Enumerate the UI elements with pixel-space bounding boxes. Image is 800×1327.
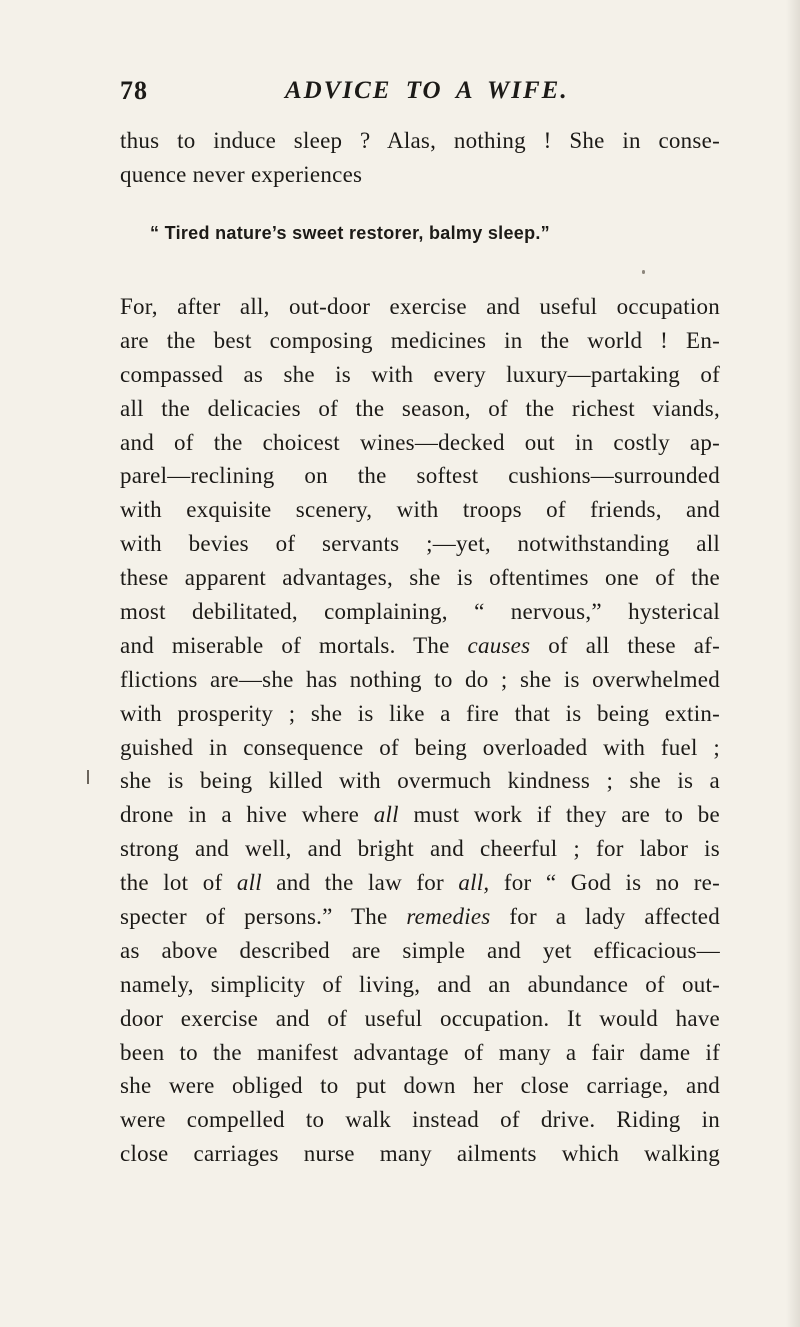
text-line: with exquisite scenery, with troops of friends, and [120,497,720,523]
text-run: of all these af- [530,632,720,658]
margin-mark [87,770,89,784]
text-line: all the delicacies of the season, of the richest viands, [120,395,720,421]
text-line: were compelled to walk instead of drive. Riding in [120,1107,720,1133]
page-number: 78 [120,76,148,105]
text-run: the lot of [120,870,237,896]
text-run: for “ God is no re- [489,870,720,896]
paragraph-continuation [120,124,720,192]
text-line: with bevies of servants ;—yet, notwithstanding all [120,531,720,557]
text-line: most debilitated, complaining, “ nervous,” hysterical [120,599,720,625]
text-line: compassed as she is with every luxury—partaking of [120,361,720,387]
text-line [120,798,720,832]
text-line: quence never experiences [120,162,363,187]
text-run: and miserable of mortals. The [120,632,468,658]
text-line [120,900,720,934]
text-line: been to the manifest advantage of many a fair dame if [120,1039,720,1065]
text-run: for a lady affected [490,904,720,930]
text-line: thus to induce sleep ? Alas, nothing ! She in conse- [120,128,720,153]
paragraph-main [120,290,720,1171]
text-line [120,629,720,663]
text-line: she is being killed with overmuch kindness ; she is a [120,768,720,794]
text-line: as above described are simple and yet efficacious— [120,937,720,963]
text-line: and of the choicest wines—decked out in costly ap- [120,429,720,455]
text-run: specter of persons.” The [120,904,407,930]
print-speck [642,270,645,274]
text-run: must work if they are to be [398,802,720,828]
emphasis-all: all, [458,870,490,896]
text-line: strong and well, and bright and cheerful ; for labor is [120,836,720,862]
text-run: drone in a hive where [120,802,374,828]
running-head: ADVICE TO A WIFE. [285,77,569,104]
text-line: are the best composing medicines in the world ! En- [120,327,720,353]
emphasis-causes: causes [467,632,531,658]
emphasis-remedies: remedies [406,904,491,930]
text-line: For, after all, out-door exercise and useful occupation [120,294,720,319]
text-line: flictions are—she has nothing to do ; she is overwhelmed [120,666,720,692]
page-edge-shadow [786,0,800,1327]
page-header [120,76,720,106]
text-line: with prosperity ; she is like a fire that is being extin- [120,700,720,726]
text-line: door exercise and of useful occupation. It would have [120,1005,720,1031]
text-line: namely, simplicity of living, and an abundance of out- [120,971,720,997]
emphasis-all: all [236,870,262,896]
text-line: these apparent advantages, she is oftentimes one of the [120,565,720,591]
text-line: she were obliged to put down her close carriage, and [120,1073,720,1099]
text-line: close carriages nurse many ailments which walking [120,1141,720,1167]
block-quote: “ Tired nature’s sweet restorer, balmy sleep.” [150,223,550,243]
text-run: and the law for [261,870,459,896]
emphasis-all: all [373,802,399,828]
text-line: parel—reclining on the softest cushions—surrounded [120,463,720,489]
text-line [120,866,720,900]
text-line: guished in consequence of being overloaded with fuel ; [120,734,720,760]
